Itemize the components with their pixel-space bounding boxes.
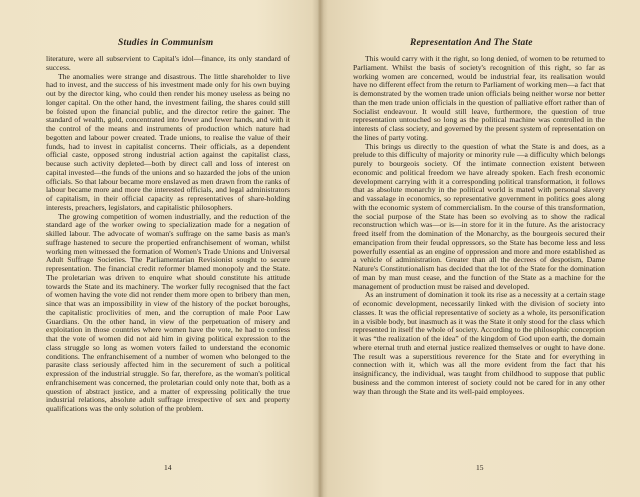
- left-running-head: Studies in Communism: [118, 38, 214, 48]
- left-paragraph-3: The growing competition of women industrially, and the reduction of the standard age of the worker owing to specialization made for a negation of skilled labour. The advocate of woman's suffrage on the same basis as man's suffrage hastened to secure the propertied enfranchisement of woman, whilst working men witnessed the formation of Women's Trade Unions and Universal Adult Suffrage Societies. The Parliamentarian Revisionist sought to secure representation. The financial credit reformer blamed monopoly and the State. The proletarian was driven to enquire what should constitute his attitude towards the State and its machinery. The worker fully recognised that the fact of women having the vote did not render them more open to bribery than men, since that was an impossibility in view of the history of the pocket boroughs, the capitalistic proclivities of men, and the corruption of male Poor Law Guardians. On the other hand, in view of the perpetuation of misery and exploitation in those countries where women have the vote, he had to confess that the vote of women did not aid him in giving political expression to the class struggle so long as women voters failed to understand the economic conditions. The enfranchisement of a number of women who belonged to the parasite class seriously affected him in the securement of such a political expression of the industrial struggle. So far, therefore, as the woman's political enfranchisement was concerned, the proletarian could only note that, both as a question of abstract justice, and a matter of expressing politically the true industrial relations, absolute adult suffrage irrespective of sex and property qualifications was the only solution of the problem.: [46, 211, 290, 413]
- right-body-text: [353, 55, 605, 396]
- right-running-head: Representation And The State: [410, 38, 533, 48]
- left-page-number: 14: [164, 463, 172, 472]
- right-page-number: 15: [476, 463, 484, 472]
- right-paragraph-2: This brings us directly to the question of what the State is and does, as a prelude to this difficulty of majority or minority rule —a difficulty which belongs purely to bourgeois society. Of the intimate connection existent between economic and political freedom we have already spoken. Each fresh economic development carrying with it a corresponding political transformation, it follows that as absolute monarchy in the political world is mated with personal slavery and vassalage in economics, so representative government in politics goes along with the economic system of commercialism. In the course of this transformation, the social purpose of the State has been so evolving as to show the radical reconstruction which was—or is—in store for it in the future. As the aristocracy freed itself from the domination of the Monarchy, as the bourgeois secured their emancipation from their feudal oppressors, so the State has become less and less powerfully essential as an engine of oppression and more and more established as a vehicle of administration. Greater than all the decrees of despotism, Dame Nature's Constitutionalism has decided that the lot of the State for the domination of man by man must cease, and the function of the State as a machine for the management of production must be raised and developed.: [353, 141, 605, 291]
- right-page: [320, 0, 640, 497]
- left-paragraph-1: literature, were all subservient to Capital's idol—finance, its only standard of success.: [46, 54, 290, 72]
- right-paragraph-1: This would carry with it the right, so long denied, of women to be returned to Parliament. Whilst the basis of society's recognition of this right, so far as working women are concerned, would be industrial fear, its realisation would have no different effect from the return to Parliament of working men—a fact that is demonstrated by the women trade union officials being neither worse nor better than the men trade union officials in the question of palliative effort rather than of Socialist endeavour. It would still leave, furthermore, the question of true representation untouched so long as the political machine was controlled in the interests of class society, and governed by the present system of representation on the lines of party voting.: [353, 54, 605, 142]
- left-body-text: [46, 55, 290, 414]
- left-paragraph-2: The anomalies were strange and disastrous. The little shareholder to live had to invest, and the success of his investment made only for his own buying out by the director king, who could then render his money useless as being no longer capital. On the other hand, the investment failing, the shares could still be foisted upon the financial public, and the director retire the gainer. The standard of wealth, gold, concentrated into fewer and fewer hands, and with it the control of the means and instruments of production which nature had begotten and labour power created. Trade unions, to realise the value of their funds, had to invest in capitalist concerns. Their officials, as a dependent official caste, opposed strong industrial action against the capitalist class, because such activity depleted—both by direct call and loss of interest on capital invested—the funds of the unions and so hazarded the jobs of the union officials. So that labour became more enslaved as men drawn from the ranks of labour became more and more the interested officials, and legal administrators of capitalism, in their official capacity as representatives of share-holding interests, preachers, legislators, and capitalistic philosophers.: [46, 71, 290, 212]
- right-paragraph-3: As an instrument of domination it took its rise as a necessity at a certain stage of economic development, necessarily linked with the division of society into classes. It was the official representative of society as a whole, its personification in a visible body, but inasmuch as it was the State it only stood for the class which represented in itself the whole of society. According to the philosophic conception it was “the realization of the idea” of the kingdom of God upon earth, the domain where eternal truth and eternal justice realized themselves or ought to have done. The result was a superstitious reverence for the State and for everything in connection with it, which was all the more evident from the fact that his insignificancy, the individual, was taught from childhood to suppose that public business and the common interest of society could not be cared for in any other way than through the State and its well-paid employees.: [353, 290, 605, 396]
